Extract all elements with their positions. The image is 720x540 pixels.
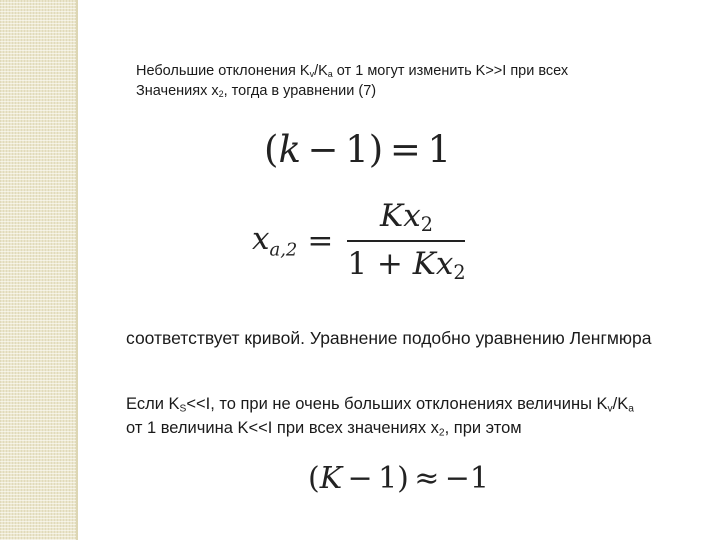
subscript: a (628, 403, 634, 415)
text-span: Небольшие отклонения K (136, 63, 310, 79)
math-variable: Kx (380, 198, 421, 234)
text-span: <<I, то при не очень больших отклонениях величины K (186, 395, 608, 413)
fraction-numerator (372, 198, 441, 240)
equation-approx-minus-one (308, 461, 489, 496)
math-symbol: = (307, 222, 334, 259)
math-symbol: − (347, 461, 373, 496)
math-symbol: 1 (345, 128, 369, 171)
math-symbol: ( (308, 461, 320, 496)
math-subscript: a,2 (269, 239, 298, 261)
text-span: соответствует кривой. Уравнение подобно уравнению Ленгмюра (126, 328, 652, 348)
math-subscript: 2 (420, 212, 433, 236)
math-variable: K (319, 461, 343, 496)
text-span: от 1 величина K<<I при всех значениях x (126, 419, 439, 438)
math-symbol: ) (368, 128, 384, 171)
math-symbol: ≈ (414, 461, 440, 496)
text-span: /K (314, 63, 328, 79)
equation-langmuir (252, 198, 466, 284)
subscript: v (309, 69, 315, 80)
decorative-side-stripe (0, 0, 78, 540)
subscript: 2 (218, 88, 224, 99)
math-variable: Kx (412, 245, 454, 282)
paragraph-condition-line1 (126, 393, 634, 417)
paragraph-condition-line2 (126, 417, 634, 441)
text-span: , при этом (444, 419, 522, 438)
paragraph-condition (126, 393, 634, 442)
paragraph-intro (136, 62, 568, 101)
math-subscript: 2 (453, 260, 466, 284)
math-symbol: ( (264, 128, 279, 171)
fraction-denominator (347, 242, 465, 284)
equation-lhs (252, 221, 297, 260)
text-span: , тогда в уравнении (7) (223, 82, 377, 99)
math-variable: k (278, 128, 301, 171)
fraction (347, 198, 465, 284)
paragraph-langmuir (126, 327, 651, 351)
math-symbol: 1 (427, 128, 452, 171)
text-span: /K (612, 395, 629, 413)
paragraph-intro-line1 (136, 62, 568, 82)
math-symbol: 1 (378, 461, 398, 496)
equation-k-minus-one (264, 128, 451, 171)
math-variable: x (252, 221, 270, 258)
math-symbol: 1 + (347, 245, 413, 282)
math-symbol: ) (397, 461, 409, 496)
math-symbol: = (389, 128, 421, 171)
text-span: Если K (126, 395, 180, 413)
text-span: от 1 могут изменить K>>I при всех (332, 63, 569, 79)
subscript: a (327, 69, 333, 80)
text-span: Значениях x (136, 82, 219, 99)
math-symbol: −1 (444, 461, 490, 496)
subscript: v (607, 403, 613, 415)
subscript: S (179, 403, 187, 415)
paragraph-intro-line2 (136, 82, 568, 102)
subscript: 2 (438, 427, 445, 439)
math-symbol: − (307, 128, 339, 171)
